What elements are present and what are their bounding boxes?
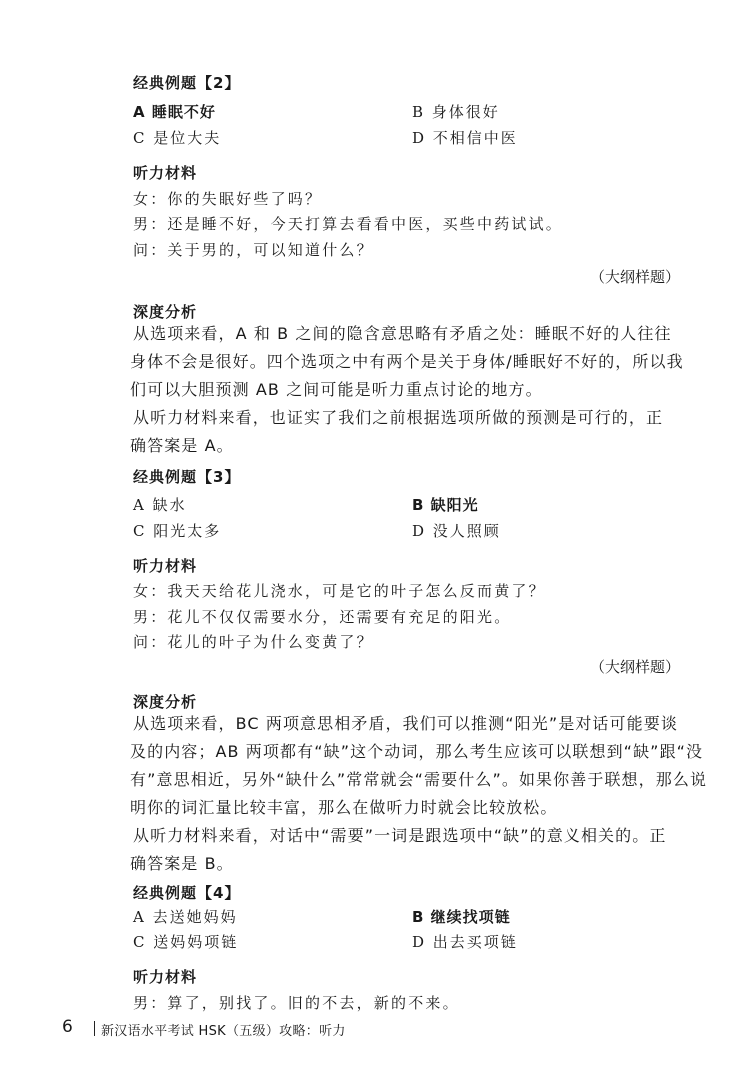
example-4-dialogue-line-1: 男：算了，别找了。旧的不去，新的不来。 [133, 994, 460, 1012]
text-line: 从听力材料来看，对话中“需要”一词是跟选项中“缺”的意义相关的。正 [133, 826, 667, 845]
example-2-option-d: D 不相信中医 [412, 129, 518, 147]
example-3-option-c: C 阳光太多 [133, 522, 222, 540]
example-3-analysis-heading: 深度分析 [133, 693, 198, 711]
example-3-source: （大纲样题） [589, 658, 680, 676]
example-3-question: 问：花儿的叶子为什么变黄了？ [133, 633, 374, 651]
example-2-option-c: C 是位大夫 [133, 129, 222, 147]
text-line: 明你的词汇量比较丰富，那么在做听力时就会比较放松。 [130, 798, 558, 817]
example-2-listening-heading: 听力材料 [133, 164, 198, 182]
text-line: 确答案是 B。 [130, 854, 234, 873]
example-4-heading: 经典例题【4】 [133, 884, 241, 902]
text-line: 身体不会是很好。四个选项之中有两个是关于身体/睡眠好不好的，所以我 [130, 352, 684, 371]
example-3-analysis-paragraph-1 [130, 710, 708, 822]
example-2-question: 问：关于男的，可以知道什么？ [133, 241, 374, 259]
example-4-option-b: B 继续找项链 [412, 908, 511, 926]
example-4-option-d: D 出去买项链 [412, 933, 518, 951]
text-line: 及的内容；AB 两项都有“缺”这个动词，那么考生应该可以联想到“缺”跟“没 [130, 742, 704, 761]
text-line: 们可以大胆预测 AB 之间可能是听力重点讨论的地方。 [130, 380, 543, 399]
example-2-analysis-paragraph-1 [130, 320, 684, 404]
example-3-heading: 经典例题【3】 [133, 468, 241, 486]
footer-divider [94, 1021, 95, 1036]
example-2-dialogue-line-1: 女：你的失眠好些了吗？ [133, 190, 323, 208]
example-4-listening-heading: 听力材料 [133, 968, 198, 986]
example-4-option-a: A 去送她妈妈 [133, 908, 238, 926]
example-2-option-b: B 身体很好 [412, 103, 500, 121]
text-line: 从选项来看，BC 两项意思相矛盾，我们可以推测“阳光”是对话可能要谈 [133, 714, 678, 733]
example-3-dialogue-line-2: 男：花儿不仅仅需要水分，还需要有充足的阳光。 [133, 608, 512, 626]
example-2-heading: 经典例题【2】 [133, 74, 241, 92]
example-4-option-c: C 送妈妈项链 [133, 933, 239, 951]
example-2-analysis-paragraph-2 [130, 404, 664, 460]
example-2-source: （大纲样题） [589, 268, 680, 286]
text-line: 从选项来看，A 和 B 之间的隐含意思略有矛盾之处：睡眠不好的人往往 [133, 324, 672, 343]
text-line: 有”意思相近，另外“缺什么”常常就会“需要什么”。如果你善于联想，那么说 [130, 770, 708, 789]
footer-book-title: 新汉语水平考试 HSK（五级）攻略：听力 [101, 1024, 346, 1039]
example-3-listening-heading: 听力材料 [133, 557, 198, 575]
example-3-option-b: B 缺阳光 [412, 496, 479, 514]
example-2-analysis-heading: 深度分析 [133, 303, 198, 321]
example-3-option-a: A 缺水 [133, 496, 187, 514]
page-number: 6 [62, 1017, 73, 1037]
example-2-option-a: A 睡眠不好 [133, 103, 216, 121]
example-3-dialogue-line-1: 女：我天天给花儿浇水，可是它的叶子怎么反而黄了？ [133, 582, 546, 600]
text-line: 确答案是 A。 [130, 436, 234, 455]
text-line: 从听力材料来看，也证实了我们之前根据选项所做的预测是可行的，正 [133, 408, 664, 427]
example-2-dialogue-line-2: 男：还是睡不好，今天打算去看看中医，买些中药试试。 [133, 215, 564, 233]
example-3-option-d: D 没人照顾 [412, 522, 501, 540]
example-3-analysis-paragraph-2 [130, 822, 667, 878]
